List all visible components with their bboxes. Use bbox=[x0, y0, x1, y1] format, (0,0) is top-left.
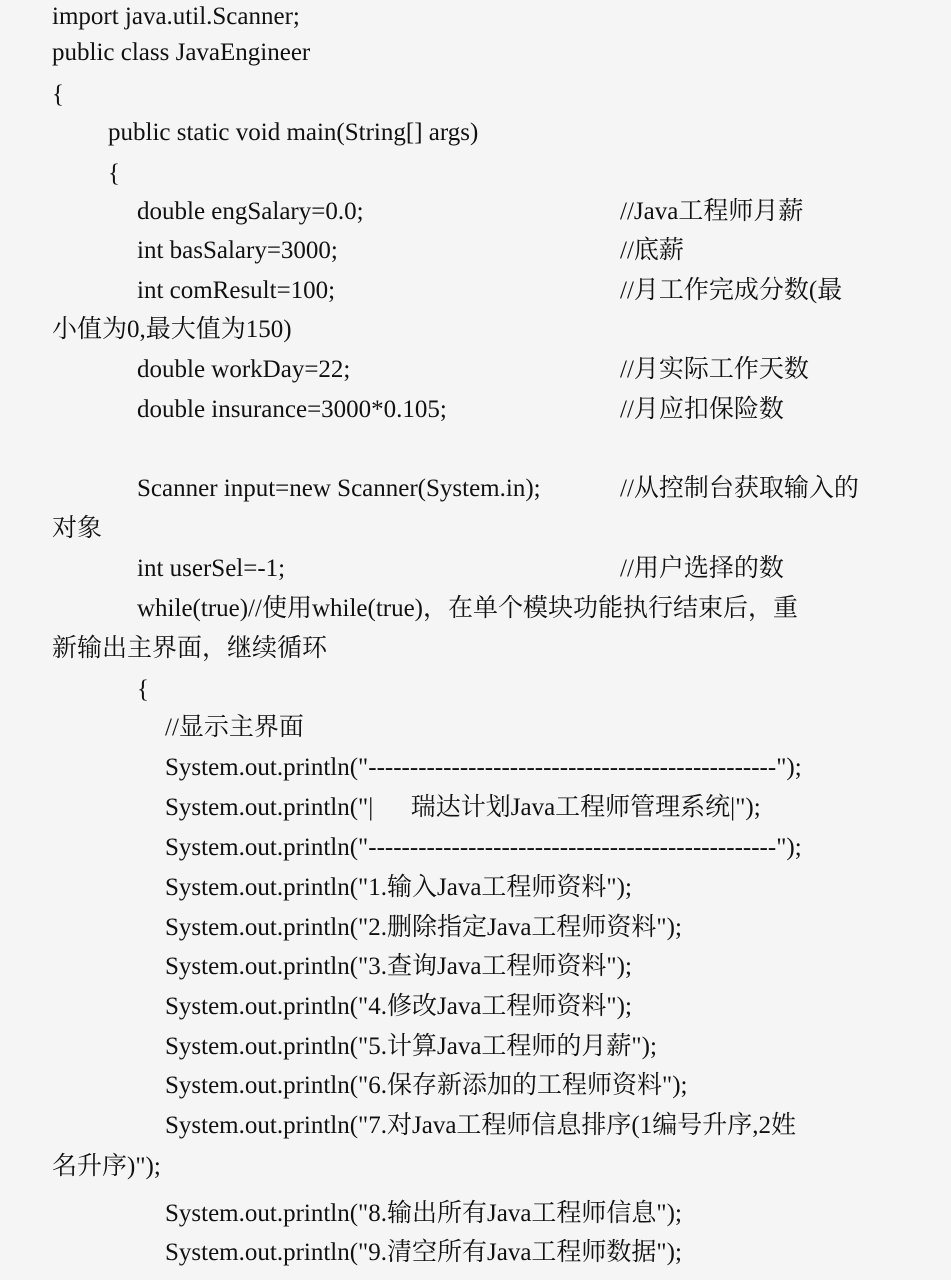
code-line bbox=[165, 831, 931, 865]
code-line bbox=[137, 274, 931, 308]
code-line bbox=[137, 195, 931, 229]
code-comment: //月应扣保险数 bbox=[620, 396, 784, 423]
code-text: { bbox=[137, 676, 149, 703]
code-text: { bbox=[52, 81, 64, 108]
code-line bbox=[165, 950, 931, 984]
code-line bbox=[52, 313, 931, 347]
code-line bbox=[165, 1109, 931, 1143]
code-text: double engSalary=0.0; bbox=[137, 198, 364, 225]
code-line bbox=[52, 78, 931, 112]
code-text: 对象 bbox=[52, 515, 103, 542]
code-text: int comResult=100; bbox=[137, 277, 336, 304]
code-line bbox=[52, 0, 931, 34]
code-line bbox=[137, 353, 931, 387]
code-text: System.out.println("4.修改Java工程师资料"); bbox=[165, 993, 632, 1020]
code-text: import java.util.Scanner; bbox=[52, 3, 300, 30]
code-text: Scanner input=new Scanner(System.in); bbox=[137, 475, 541, 502]
code-text: System.out.println("1.输入Java工程师资料"); bbox=[165, 874, 632, 901]
code-line bbox=[137, 393, 931, 427]
code-text: { bbox=[108, 160, 120, 187]
code-line bbox=[165, 711, 931, 745]
code-text: int userSel=-1; bbox=[137, 555, 286, 582]
code-text: System.out.println("-------------------------------------------------"); bbox=[165, 754, 802, 781]
code-line bbox=[108, 157, 931, 191]
code-line bbox=[165, 911, 931, 945]
code-text: System.out.println("3.查询Java工程师资料"); bbox=[165, 953, 632, 980]
code-line bbox=[165, 1030, 931, 1064]
code-text: System.out.println("9.清空所有Java工程师数据"); bbox=[165, 1239, 682, 1266]
code-text: double insurance=3000*0.105; bbox=[137, 396, 447, 423]
code-text: 名升序)"); bbox=[52, 1153, 161, 1180]
code-text: //显示主界面 bbox=[165, 714, 304, 741]
code-text: int basSalary=3000; bbox=[137, 237, 338, 264]
code-line bbox=[165, 1236, 931, 1270]
code-text: while(true)//使用while(true)，在单个模块功能执行结束后，重 bbox=[137, 595, 799, 622]
code-text: double workDay=22; bbox=[137, 356, 351, 383]
code-line bbox=[165, 791, 931, 825]
code-comment: //Java工程师月薪 bbox=[620, 198, 804, 225]
code-line bbox=[137, 673, 931, 707]
code-line bbox=[52, 1150, 931, 1184]
code-text: public class JavaEngineer bbox=[52, 39, 311, 66]
code-line bbox=[165, 990, 931, 1024]
code-comment: //用户选择的数 bbox=[620, 555, 784, 582]
code-comment: //底薪 bbox=[620, 237, 684, 264]
code-comment: //从控制台获取输入的 bbox=[620, 475, 859, 502]
code-line bbox=[52, 36, 931, 70]
code-text: System.out.println("8.输出所有Java工程师信息"); bbox=[165, 1200, 682, 1227]
code-text: 新输出主界面，继续循环 bbox=[52, 635, 328, 662]
code-comment: //月实际工作天数 bbox=[620, 356, 809, 383]
code-line bbox=[52, 632, 931, 666]
code-text: System.out.println("| 瑞达计划Java工程师管理系统|"); bbox=[165, 794, 761, 821]
code-line bbox=[52, 512, 931, 546]
code-line bbox=[165, 1197, 931, 1231]
code-line bbox=[165, 1069, 931, 1103]
code-text: System.out.println("7.对Java工程师信息排序(1编号升序,2姓 bbox=[165, 1112, 797, 1139]
code-line bbox=[137, 592, 931, 626]
code-text: System.out.println("6.保存新添加的工程师资料"); bbox=[165, 1072, 688, 1099]
code-line bbox=[137, 552, 931, 586]
code-line bbox=[165, 871, 931, 905]
code-line bbox=[137, 472, 931, 506]
code-line bbox=[165, 751, 931, 785]
code-text: System.out.println("5.计算Java工程师的月薪"); bbox=[165, 1033, 657, 1060]
code-comment: //月工作完成分数(最 bbox=[620, 277, 843, 304]
code-line bbox=[137, 234, 931, 268]
code-text: 小值为0,最大值为150) bbox=[52, 316, 292, 343]
code-text: System.out.println("-------------------------------------------------"); bbox=[165, 834, 802, 861]
code-text: System.out.println("2.删除指定Java工程师资料"); bbox=[165, 914, 682, 941]
code-text: public static void main(String[] args) bbox=[108, 119, 479, 146]
code-line bbox=[108, 116, 931, 150]
